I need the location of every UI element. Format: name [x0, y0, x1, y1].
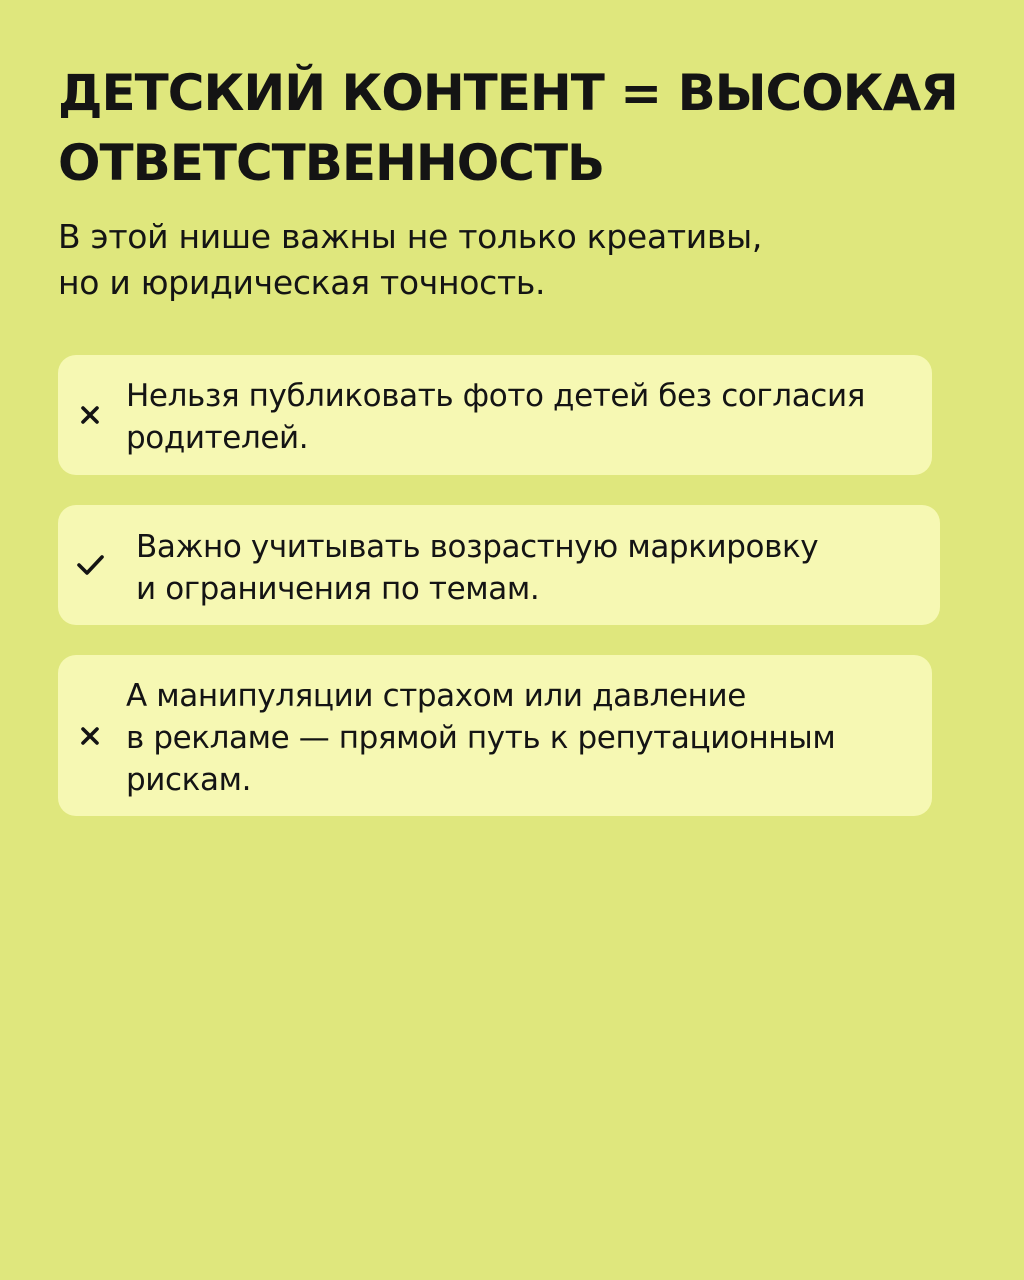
subtitle-line-1: В этой нише важны не только креативы,: [58, 217, 763, 256]
card-text-line: родителей.: [126, 420, 309, 456]
check-icon: [76, 551, 104, 579]
card-text-line: рискам.: [126, 762, 252, 798]
card-text-line: Важно учитывать возрастную маркировку: [136, 529, 819, 565]
subtitle: [58, 214, 958, 306]
card-text-line: и ограничения по темам.: [136, 571, 540, 607]
title-line-1: ДЕТСКИЙ КОНТЕНТ = ВЫСОКАЯ: [58, 64, 958, 122]
cross-icon: [76, 401, 104, 429]
rule-card-fear-manipulation: [58, 655, 932, 816]
rule-card-age-rating: [58, 505, 940, 625]
rule-card-photo-consent: [58, 355, 932, 475]
card-text: [126, 675, 835, 801]
subtitle-line-2: но и юридическая точность.: [58, 263, 546, 302]
card-text: [126, 375, 865, 459]
page-title: [58, 58, 978, 198]
card-text-line: Нельзя публиковать фото детей без согласия: [126, 378, 865, 414]
card-text-line: А манипуляции страхом или давление: [126, 678, 746, 714]
card-text-line: в рекламе — прямой путь к репутационным: [126, 720, 836, 756]
cross-icon: [76, 722, 104, 750]
title-line-2: ОТВЕТСТВЕННОСТЬ: [58, 134, 605, 192]
card-text: [136, 526, 818, 610]
